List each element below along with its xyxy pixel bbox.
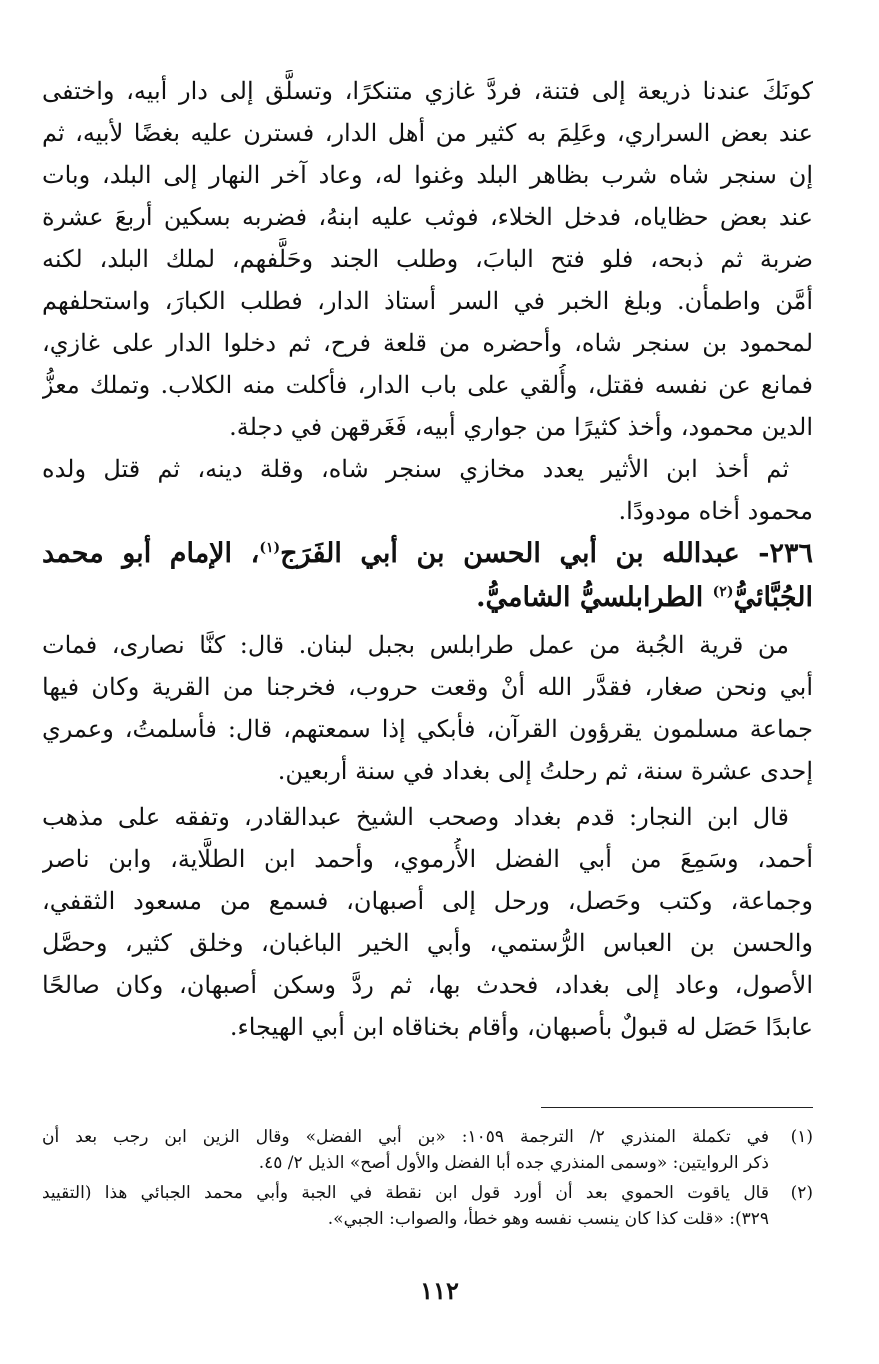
text-line: وجماعة، وكتب وحَصل، ورحل إلى أصبهان، فسمع من مسعود الثقفي،: [42, 887, 813, 915]
text-line: والحسن بن العباس الرُّستمي، وأبي الخير الباغبان، وخلق كثير، وحصَّل: [42, 929, 813, 957]
heading-text: ٢٣٦- عبدالله بن أبي الحسن بن أبي الفَرَج: [280, 538, 813, 569]
text-line: ضربة ثم ذبحه، فلو فتح البابَ، وطلب الجند وحَلَّفهم، لملك البلد، لكنه: [42, 245, 813, 273]
text-line: كونَكَ عندنا ذريعة إلى فتنة، فردَّ غازي متنكرًا، وتسلَّق إلى دار أبيه، واختفى: [42, 77, 813, 105]
text-line: جماعة مسلمون يقرؤون القرآن، فأبكي إذا سمعتهم، قال: فأسلمتُ، وعمري: [42, 715, 813, 743]
text-line: أبي ونحن صغار، فقدَّر الله أنْ وقعت حروب، فخرجنا من القرية وكان فيها: [42, 673, 813, 701]
footnote-divider: [541, 1107, 813, 1108]
heading-text: ، الإمام أبو محمد: [42, 538, 260, 569]
text-line: أحمد، وسَمِعَ من أبي الفضل الأُرموي، وأحمد ابن الطلَّاية، وابن ناصر: [42, 845, 813, 873]
entry-heading: [42, 532, 813, 620]
text-line: أمَّن واطمأن. وبلغ الخبر في السر أستاذ الدار، فطلب الكبارَ، واستحلفهم: [42, 287, 813, 315]
page-number: ١١٢: [420, 1276, 459, 1305]
footnote-line: ٣٢٩): «قلت كذا كان ينسب نفسه وهو خطأ، والصواب: الجبي».: [327, 1209, 769, 1229]
footnote-ref-1[interactable]: (١): [259, 540, 281, 556]
footnote-number: (٢): [790, 1183, 813, 1203]
paragraph-3: [42, 624, 813, 792]
text-line: عند بعض حظاياه، فدخل الخلاء، فوثب عليه ابنهُ، فضربه بسكين أربعَ عشرة: [42, 203, 813, 231]
heading-text: الطرابلسيُّ الشاميُّ.: [476, 582, 713, 613]
page-body: [42, 70, 813, 1048]
text-line: محمود أخاه مودودًا.: [618, 497, 813, 525]
text-line: عابدًا حَصَل له قبولٌ بأصبهان، وأقام بخناقاه ابن أبي الهيجاء.: [229, 1013, 813, 1041]
footnote-line: ذكر الروايتين: «وسمى المنذري جده أبا الفضل والأول أصح» الذيل ٢/ ٤٥.: [258, 1153, 769, 1173]
paragraph-1: [42, 70, 813, 448]
footnote-text: [42, 1180, 769, 1232]
footnote-text: [42, 1124, 769, 1176]
text-line: فمانع عن نفسه فقتل، وأُلقي على باب الدار، فأكلت منه الكلاب. وتملك معزُّ: [42, 371, 813, 399]
text-line: الدين محمود، وأخذ كثيرًا من جواري أبيه، فَغَرقهن في دجلة.: [229, 413, 813, 441]
footnote-ref-2[interactable]: (٢): [712, 584, 734, 600]
text-line: من قرية الجُبة من عمل طرابلس بجبل لبنان. قال: كنَّا نصارى، فمات: [42, 631, 789, 659]
text-line: إن سنجر شاه شرب بظاهر البلد وغنوا له، وعاد آخر النهار إلى البلد، وبات: [42, 161, 813, 189]
text-line: لمحمود بن سنجر شاه، وأحضره من قلعة فرح، ثم دخلوا الدار على غازي،: [42, 329, 813, 357]
footnotes: [42, 1124, 813, 1236]
heading-line-1: [42, 532, 813, 576]
text-line: الأصول، وعاد إلى بغداد، فحدث بها، ثم ردَّ وسكن أصبهان، وكان صالحًا: [42, 971, 813, 999]
text-line: قال ابن النجار: قدم بغداد وصحب الشيخ عبدالقادر، وتفقه على مذهب: [42, 803, 789, 831]
footnote-2: [42, 1180, 813, 1232]
footnote-1: [42, 1124, 813, 1176]
heading-line-2: [42, 576, 813, 620]
paragraph-4: [42, 796, 813, 1048]
footnote-number: (١): [790, 1127, 813, 1147]
text-line: إحدى عشرة سنة، ثم رحلتُ إلى بغداد في سنة أربعين.: [277, 757, 813, 785]
heading-text: الجُبَّائيُّ: [733, 582, 813, 613]
text-line: ثم أخذ ابن الأثير يعدد مخازي سنجر شاه، وقلة دينه، ثم قتل ولده: [42, 455, 789, 483]
text-line: عند بعض السراري، وعَلِمَ به كثير من أهل الدار، فسترن عليه بغضًا لأبيه، ثم: [42, 119, 813, 147]
paragraph-2: [42, 448, 813, 532]
footnote-line: في تكملة المنذري ٢/ الترجمة ١٠٥٩: «بن أبي الفضل» وقال الزين ابن رجب بعد أن: [42, 1127, 769, 1147]
footnote-line: قال ياقوت الحموي بعد أن أورد قول ابن نقطة في الجبة وأبي محمد الجبائي هذا (التقييد: [42, 1183, 769, 1203]
